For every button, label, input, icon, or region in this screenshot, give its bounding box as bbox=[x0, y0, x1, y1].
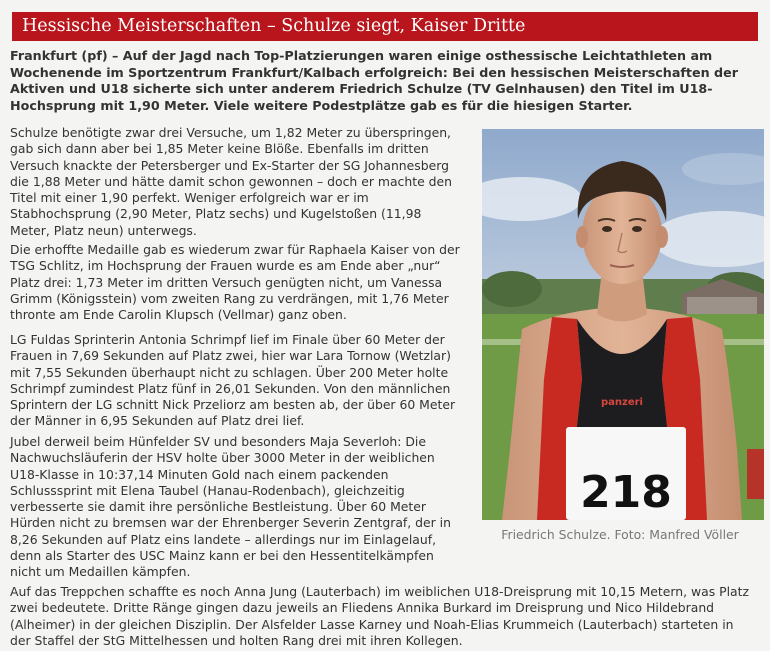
shirt-logo: panzeri bbox=[601, 397, 643, 408]
photo-caption: Friedrich Schulze. Foto: Manfred Völler bbox=[501, 527, 739, 542]
article-paragraph-4: Jubel derweil beim Hünfelder SV und besonders Maja Severloh: Die Nachwuchsläuferin der HSV holte über 3000 Meter in der weiblichen U18-Klasse in 10:37,14 Minuten Gold nach einem packenden Schlusssprint mit Elena Taubel (Hanau-Rodenbach), gleichzeitig verbesserte sie damit ihre persönliche Bestleistung. Über 60 Meter Hürden nicht zu bremsen war der Ehrenberger Severin Zentgraf, der in 8,26 Sekunden auf Platz eins landete – allerdings nur im Einlagelauf, denn als Starter des USC Mainz kann er bei den Hessentitelkämpfen nicht um Medaillen kämpfen. bbox=[10, 434, 451, 580]
bib-number: 218 bbox=[580, 467, 672, 518]
article-paragraph-3: LG Fuldas Sprinterin Antonia Schrimpf lief im Finale über 60 Meter der Frauen in 7,69 Sekunden auf Platz zwei, hier war Lara Tornow (Wetzlar) mit 7,55 Sekunden überhaupt nicht zu schlagen. Über 200 Meter holte Schrimpf zumindest Platz fünf in 26,01 Sekunden. Von den männlichen Sprintern der LG schnitt Nick Przeliorz am besten ab, der über 60 Meter der Männer in 6,95 Sekunden auf Platz drei lief. bbox=[10, 332, 456, 429]
athlete-photo-illustration bbox=[482, 129, 764, 520]
article-lead: Frankfurt (pf) – Auf der Jagd nach Top-Platzierungen waren einige osthessische Leichtathleten am Wochenende im Sportzentrum Frankfurt/Kalbach erfolgreich: Bei den hessischen Meisterschaften der Aktiven und U18 sicherte sich unter anderem Friedrich Schulze (TV Gelnhausen) den Titel im U18-Hochsprung mit 1,90 Meter. Viele weitere Podestplätze gab es für die hiesigen Starter. bbox=[10, 48, 738, 113]
article-paragraph-2: Die erhoffte Medaille gab es wiederum zwar für Raphaela Kaiser von der TSG Schlitz, im Hochsprung der Frauen wurde es am Ende aber „nur“ Platz drei: 1,73 Meter im dritten Versuch genügten nicht, um Vanessa Grimm (Königsstein) vom zweiten Rang zu verdrängen, mit 1,76 Meter thronte am Ende Carolin Klupsch (Vellmar) ganz oben. bbox=[10, 242, 460, 323]
article-photo bbox=[482, 129, 764, 520]
article-paragraph-1: Schulze benötigte zwar drei Versuche, um 1,82 Meter zu überspringen, gab sich dann aber bei 1,85 Meter keine Blöße. Ebenfalls im dritten Versuch knackte der Petersberger und Ex-Starter der SG Johannesberg die 1,88 Meter und hätte damit schon gewonnen – doch er machte den Titel mit einer 1,90 perfekt. Weniger erfolgreich war er im Stabhochsprung (2,90 Meter, Platz sechs) und Kugelstoßen (11,98 Meter, Platz neun) unterwegs. bbox=[10, 125, 452, 238]
article-paragraph-5: Auf das Treppchen schaffte es noch Anna Jung (Lauterbach) im weiblichen U18-Dreisprung mit 10,15 Metern, was Platz zwei bedeutete. Dritte Ränge gingen dazu jeweils an Fliedens Annika Burkard im Dreisprung und Nico Hildebrand (Alheimer) in der gleichen Disziplin. Der Alsfelder Lasse Karney und Noah-Elias Krummeich (Lauterbach) starteten in der Staffel der StG Mittelhessen und holten Rang drei mit ihren Kollegen. bbox=[10, 584, 749, 648]
article-frame bbox=[8, 8, 762, 648]
article-headline: Hessische Meisterschaften – Schulze siegt, Kaiser Dritte bbox=[12, 12, 758, 41]
